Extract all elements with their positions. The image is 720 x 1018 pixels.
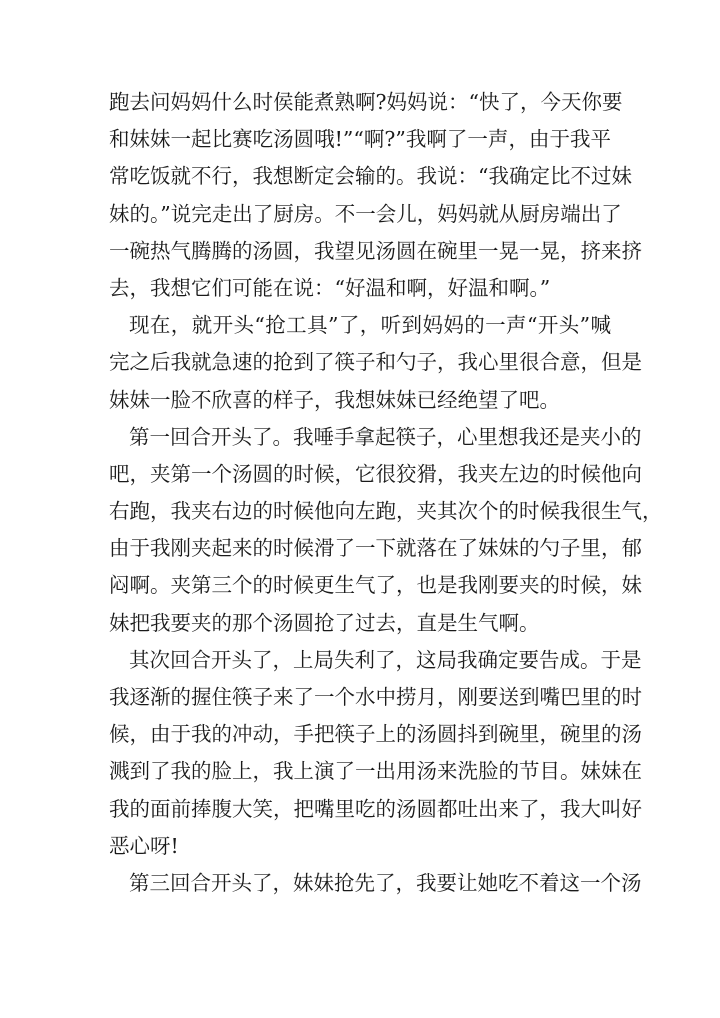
text-line: 现在，就开头“抢工具”了，听到妈妈的一声“开头”喊	[129, 313, 611, 338]
text-line: 妹妹一脸不欣喜的样子，我想妹妹已经绝望了吧。	[109, 387, 560, 412]
text-line: 和妹妹一起比赛吃汤圆哦!”“啊?”我啊了一声，由于我平	[109, 127, 611, 152]
paragraph-5	[109, 865, 642, 902]
paragraph-4	[109, 642, 642, 865]
text-line: 跑去问妈妈什么时侯能煮熟啊?妈妈说：“快了，今天你要	[109, 90, 623, 114]
text-line: 其次回合开头了，上局失利了，这局我确定要告成。于是	[129, 647, 642, 672]
text-line: 去，我想它们可能在说：“好温和啊，好温和啊。”	[109, 275, 551, 300]
text-line: 我逐渐的握住筷子来了一个水中捞月，刚要送到嘴巴里的时	[109, 685, 642, 709]
paragraph-3	[109, 419, 663, 642]
text-line: 妹把我要夹的那个汤圆抢了过去，直是生气啊。	[109, 610, 540, 635]
text-line: 恶心呀!	[109, 833, 179, 858]
text-line: 妹的。”说完走出了厨房。不一会儿，妈妈就从厨房端出了	[109, 201, 622, 226]
paragraph-2	[109, 307, 642, 419]
text-line: 吧，夹第一个汤圆的时候，它很狡猾，我夹左边的时候他向	[109, 461, 642, 486]
text-line: 第三回合开头了，妹妹抢先了，我要让她吃不着这一个汤	[129, 870, 642, 895]
text-line: 候，由于我的冲动，手把筷子上的汤圆抖到碗里，碗里的汤	[109, 722, 642, 747]
text-line: 我的面前捧腹大笑，把嘴里吃的汤圆都吐出来了，我大叫好	[109, 796, 642, 821]
text-line: 由于我刚夹起来的时候滑了一下就落在了妹妹的勺子里，郁	[109, 536, 642, 561]
text-line: 常吃饭就不行，我想断定会输的。我说：“我确定比不过妹	[109, 164, 632, 189]
text-line: 闷啊。夹第三个的时候更生气了，也是我刚要夹的时候，妹	[109, 573, 642, 598]
text-line: 溅到了我的脸上，我上演了一出用汤来洗脸的节目。妹妹在	[109, 759, 642, 784]
paragraph-1	[109, 84, 642, 307]
text-line: 右跑，我夹右边的时候他向左跑，夹其次个的时候我很生气，	[109, 499, 663, 524]
text-line: 第一回合开头了。我唾手拿起筷子，心里想我还是夹小的	[129, 424, 642, 449]
document-body	[109, 84, 663, 902]
text-line: 一碗热气腾腾的汤圆，我望见汤圆在碗里一晃一晃，挤来挤	[109, 238, 642, 263]
text-line: 完之后我就急速的抢到了筷子和勺子，我心里很合意，但是	[109, 350, 642, 375]
